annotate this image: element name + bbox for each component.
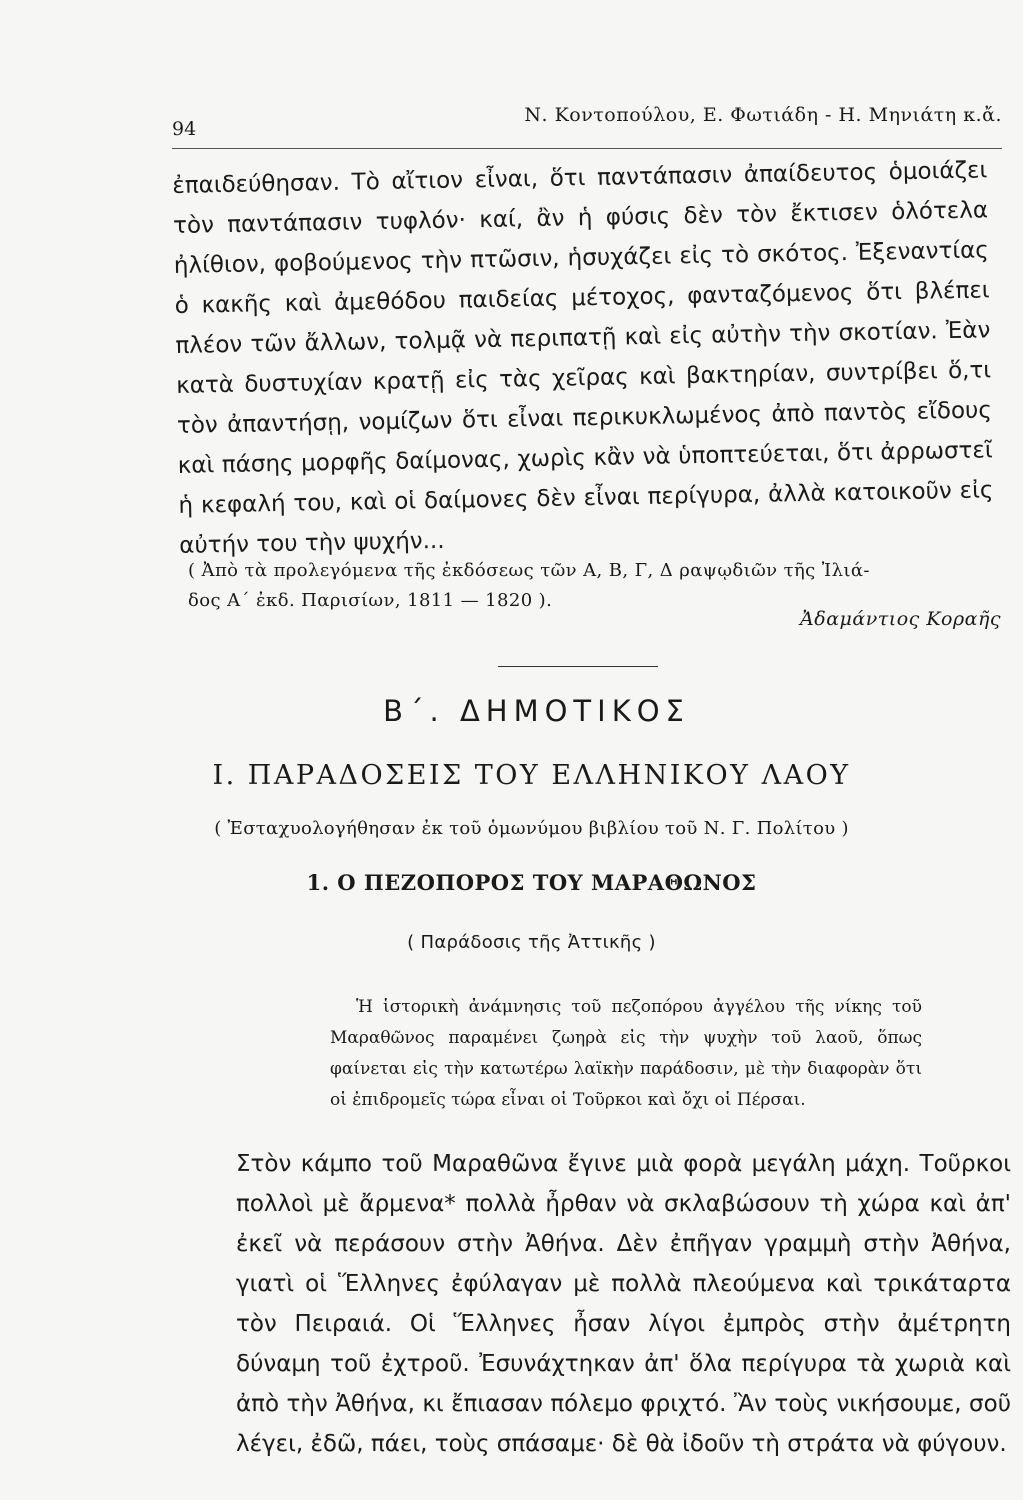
source-note-line-2: δος Α΄ ἐκδ. Παρισίων, 1811 — 1820 ). [188, 590, 553, 611]
story-title: 1. Ο ΠΕΖΟΠΟΡΟΣ ΤΟΥ ΜΑΡΑΘΩΝΟΣ [306, 870, 757, 895]
story-note: Ἡ ἱστορικὴ ἀνάμνησις τοῦ πεζοπόρου ἀγγέλου τῆς νίκης τοῦ Μαραθῶνος παραμένει ζωηρὰ εἰς τὴν ψυχὴν τοῦ λαοῦ, ὅπως φαίνεται εἰς τὴν κατωτέρω λαϊκὴν παράδοσιν, μὲ τὴν διαφορὰν ὅτι οἱ ἐπιδρομεῖς τώρα εἶναι οἱ Τοῦρκοι καὶ ὄχι οἱ Πέρσαι. [330, 997, 922, 1110]
author-signature: Ἀδαμάντιος Κοραῆς [800, 608, 1001, 630]
story-text: Στὸν κάμπο τοῦ Μαραθῶνα ἔγινε μιὰ φορὰ μεγάλη μάχη. Τοῦρκοι πολλοὶ μὲ ἄρμενα* πολλὰ ἦρθαν νὰ σκλαβώσουν τὴ χώρα καὶ ἀπ' ἐκεῖ νὰ περάσουν στὴν Ἀθήνα. Δὲν ἐπῆγαν γραμμὴ στὴν Ἀθήνα, γιατὶ οἱ Ἕλληνες ἐφύλαγαν μὲ πολλὰ πλεούμενα καὶ τρικάταρτα τὸν Πειραιά. Οἱ Ἕλληνες ἦσαν λίγοι ἐμπρὸς στὴν ἀμέτρητη δύναμη τοῦ ἐχτροῦ. Ἐσυνάχτηκαν ἀπ' ὅλα περίγυρα τὰ χωριὰ καὶ ἀπὸ τὴν Ἀθήνα, κι ἔπιασαν πόλεμο φριχτό. Ἂν τοὺς νικήσουμε, σοῦ λέγει, ἐδῶ, πάει, τοὺς σπάσαμε· δὲ θὰ ἰδοῦν τὴ στράτα νὰ φύγουν. [236, 1151, 1011, 1457]
section-divider [498, 666, 658, 667]
source-note [188, 556, 1008, 616]
running-head: Ν. Κοντοπούλου, Ε. Φωτιάδη - Η. Μηνιάτη κ.ἄ. [524, 104, 1002, 126]
section-title: Β΄. ΔΗΜΟΤΙΚΟΣ [383, 694, 690, 728]
page-header [172, 100, 1002, 149]
source-note-line-1: ( Ἀπὸ τὰ προλεγόμενα τῆς ἐκδόσεως τῶν Α, Β, Γ, Δ ραψῳδιῶν τῆς Ἰλιά- [188, 560, 870, 581]
subsection-title: Ι. ΠΑΡΑΔΟΣΕΙΣ ΤΟΥ ΕΛΛΗΝΙΚΟΥ ΛΑΟΥ [212, 760, 851, 791]
collected-note: ( Ἐσταχυολογήθησαν ἐκ τοῦ ὁμωνύμου βιβλίου τοῦ Ν. Γ. Πολίτου ) [214, 818, 849, 839]
page-number: 94 [172, 118, 197, 140]
intro-paragraph: ἐπαιδεύθησαν. Τὸ αἴτιον εἶναι, ὅτι παντάπασιν ἀπαίδευτος ὁμοιάζει τὸν παντάπασιν τυφλόν· καί, ἂν ἡ φύσις δὲν τὸν ἔκτισεν ὁλότελα ἠλίθιον, φοβούμενος τὴν πτῶσιν, ἡσυχάζει εἰς τὸ σκότος. Ἐξεναντίας ὁ κακῆς καὶ ἀμεθόδου παιδείας μέτοχος, φανταζόμενος ὅτι βλέπει πλέον τῶν ἄλλων, τολμᾷ νὰ περιπατῇ καὶ εἰς αὐτὴν τὴν σκοτίαν. Ἐὰν κατὰ δυστυχίαν κρατῇ εἰς τὰς χεῖρας καὶ βακτηρίαν, συντρίβει ὅ,τι τὸν ἀπαντήσῃ, νομίζων ὅτι εἶναι περικυκλωμένος ἀπὸ παντὸς εἴδους καὶ πάσης μορφῆς δαίμονας, χωρὶς κἂν νὰ ὑποπτεύεται, ὅτι ἀρρωστεῖ ἡ κεφαλή του, καὶ οἱ δαίμονες δὲν εἶναι περίγυρα, ἀλλὰ κατοικοῦν εἰς αὐτήν του τὴν ψυχήν... [172, 157, 994, 559]
story-source: ( Παράδοσις τῆς Ἀττικῆς ) [407, 932, 656, 953]
